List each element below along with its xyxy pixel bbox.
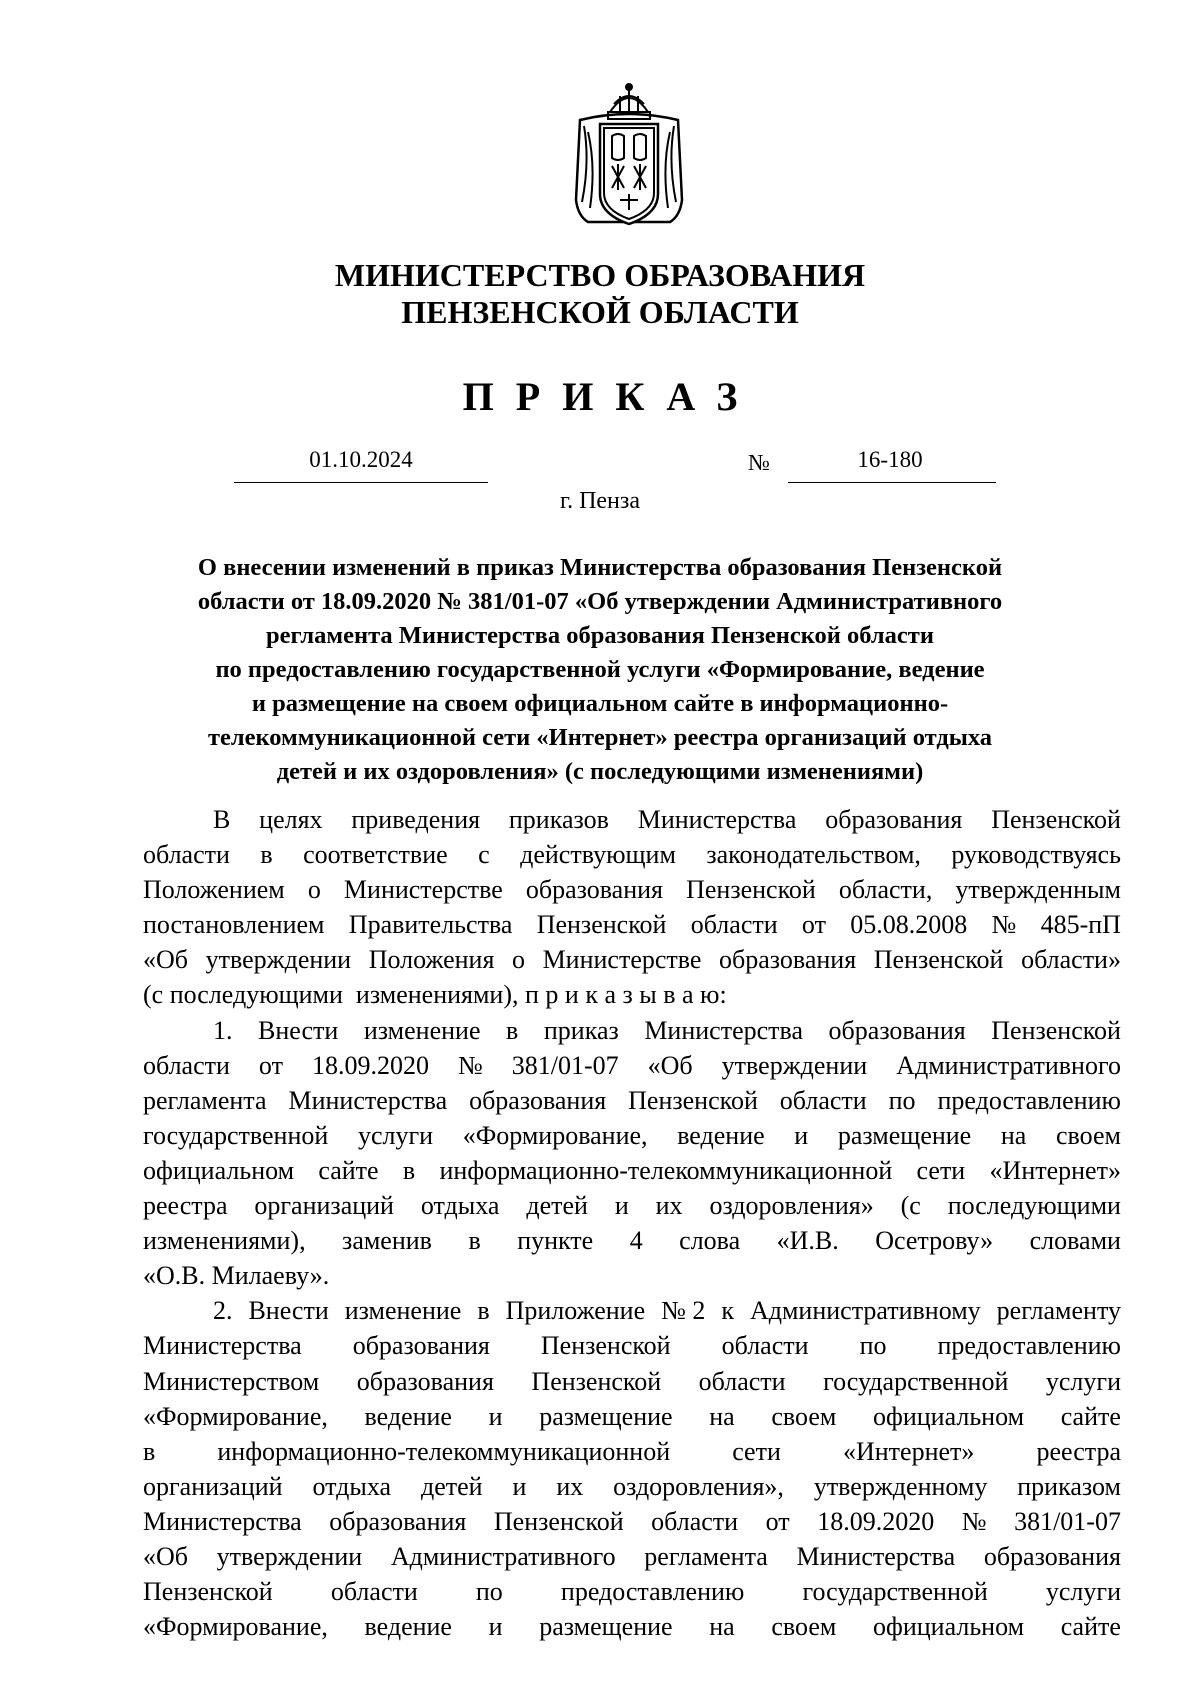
body-word: официальном: [872, 1612, 1025, 1642]
order-date: 01.10.2024: [309, 447, 413, 472]
ministry-name-line-1: МИНИСТЕРСТВО ОБРАЗОВАНИЯ: [334, 257, 866, 293]
body-word: Пензенской: [493, 1506, 624, 1536]
body-word: Административного: [390, 1541, 616, 1571]
body-word: оздоровления»: [709, 1191, 874, 1221]
body-word: утверждении: [721, 1050, 868, 1080]
body-word: «Об: [143, 1541, 189, 1571]
body-word: № 2: [661, 1296, 706, 1326]
body-line: [143, 802, 1121, 837]
body-word: Приложение: [505, 1296, 646, 1326]
order-title: ПРИКАЗ: [462, 374, 760, 419]
body-line: [143, 1118, 1121, 1153]
body-word: о: [511, 945, 525, 975]
body-word: Внести: [258, 1015, 339, 1045]
heading-line: регламента Министерства образования Пензенской области: [266, 622, 934, 649]
body-word: размещение: [539, 1612, 673, 1642]
body-word: области: [721, 1331, 809, 1361]
body-line: [143, 1188, 1121, 1223]
date-underline: [234, 482, 488, 483]
body-word: Пензенской: [536, 910, 667, 940]
body-word: от: [765, 1506, 790, 1536]
body-word: Министерстве: [542, 945, 702, 975]
body-word: по: [475, 1577, 503, 1607]
body-word: ведение: [364, 1401, 452, 1431]
body-word: Пензенской: [873, 945, 1004, 975]
body-word: «Интернет»: [842, 1436, 975, 1466]
body-word: Административного: [896, 1050, 1121, 1080]
body-word: Министерством: [143, 1366, 320, 1396]
body-word: Министерства: [143, 1506, 302, 1536]
body-line: [143, 1083, 1121, 1118]
body-word: образования: [352, 1331, 490, 1361]
body-word: в: [468, 1226, 481, 1256]
body-word: Административному: [749, 1296, 981, 1326]
body-word: области,: [838, 875, 933, 905]
body-word: образования: [356, 1366, 494, 1396]
body-word: детей: [526, 1191, 588, 1221]
body-word: о: [307, 875, 321, 905]
body-word: государственной: [802, 1577, 988, 1607]
body-word: размещение: [837, 1120, 972, 1150]
body-line: [143, 977, 1121, 1012]
body-word: своем: [771, 1401, 837, 1431]
body-word: области: [698, 1366, 786, 1396]
heading-line: детей и их оздоровления» (с последующими изменениями): [276, 758, 924, 785]
body-word: размещение: [539, 1401, 673, 1431]
body-word: и: [614, 1191, 629, 1221]
body-word: 381/01-07: [1014, 1506, 1121, 1536]
body-word: государственной: [143, 1120, 329, 1150]
body-word: отдыха: [420, 1191, 500, 1221]
body-word: «Об: [143, 945, 189, 975]
body-word: по: [859, 1331, 887, 1361]
body-word: области: [143, 840, 230, 870]
body-word: (с последующими изменениями), п р и к а з ы в а ю:: [143, 980, 727, 1010]
body-word: «Формирование,: [143, 1401, 328, 1431]
body-line: [143, 1539, 1121, 1574]
body-word: Министерства: [288, 1085, 448, 1115]
body-line: [143, 1293, 1121, 1328]
body-word: регламенту: [996, 1296, 1121, 1326]
heading-line: и размещение на своем официальном сайте в информационно-: [251, 690, 949, 717]
body-word: утвержденным: [955, 875, 1121, 905]
body-word: области»: [1021, 945, 1121, 975]
body-word: №: [961, 1506, 987, 1536]
body-word: слова: [679, 1226, 741, 1256]
body-word: пункте: [517, 1226, 594, 1256]
body-word: Пензенской: [991, 805, 1121, 834]
body-word: области: [690, 910, 778, 940]
body-word: от: [258, 1050, 283, 1080]
body-word: и: [794, 1120, 809, 1150]
body-word: регламента: [644, 1541, 768, 1571]
body-word: образования: [329, 1506, 467, 1536]
body-word: организаций: [254, 1191, 394, 1221]
body-word: 05.08.2008: [850, 910, 968, 940]
heading-line: О внесении изменений в приказ Министерства образования Пензенской: [197, 554, 1003, 581]
body-word: постановлением: [143, 910, 325, 940]
body-word: Министерства: [644, 1015, 803, 1045]
body-line: [143, 942, 1121, 977]
body-word: «Формирование,: [462, 1120, 648, 1150]
body-word: «Об: [647, 1050, 693, 1080]
body-word: образования: [825, 805, 963, 834]
body-line: [143, 872, 1121, 907]
body-line: [143, 1223, 1121, 1258]
body-word: руководствуясь: [951, 840, 1121, 870]
body-word: «Формирование,: [143, 1612, 328, 1642]
body-word: области: [143, 1050, 230, 1080]
body-word: официальном: [143, 1155, 295, 1185]
body-word: Правительства: [348, 910, 513, 940]
body-line: [143, 1328, 1121, 1363]
body-word: на: [709, 1401, 735, 1431]
body-word: 1.: [213, 1015, 233, 1045]
body-word: соответствие: [303, 840, 448, 870]
heading-line: области от 18.09.2020 № 381/01-07 «Об утверждении Административного: [197, 588, 1003, 615]
body-word: реестра: [143, 1191, 228, 1221]
body-word: изменение: [344, 1296, 462, 1326]
body-word: оздоровления»,: [613, 1471, 784, 1501]
body-word: предоставлению: [560, 1577, 745, 1607]
body-word: целях: [259, 805, 323, 834]
body-word: услуги: [357, 1120, 434, 1150]
body-line: [143, 1013, 1121, 1048]
body-word: в: [402, 1155, 416, 1185]
body-line: [143, 1504, 1121, 1539]
number-underline: [788, 482, 996, 483]
body-line: [143, 1469, 1121, 1504]
body-word: и: [512, 1471, 527, 1501]
body-word: словами: [1029, 1226, 1121, 1256]
body-word: их: [655, 1191, 683, 1221]
body-word: предоставлению: [937, 1085, 1121, 1115]
body-word: Министерства: [637, 805, 797, 834]
body-word: сайте: [1060, 1401, 1121, 1431]
body-line: [143, 1609, 1121, 1644]
body-word: по: [888, 1085, 916, 1115]
body-word: образования: [719, 945, 857, 975]
body-word: 18.09.2020: [311, 1050, 429, 1080]
body-word: действующим: [520, 840, 676, 870]
body-word: изменениями),: [143, 1226, 306, 1256]
body-line: [143, 1258, 1121, 1293]
body-word: утверждении: [216, 1541, 363, 1571]
body-word: Пензенской: [991, 1015, 1121, 1045]
body-word: их: [556, 1471, 584, 1501]
body-word: образования: [525, 875, 664, 905]
number-sign: №: [748, 450, 770, 475]
body-word: в: [143, 1436, 156, 1466]
body-word: приведения: [351, 805, 481, 834]
body-word: В: [213, 805, 231, 834]
body-word: Пензенской: [540, 1331, 671, 1361]
body-word: реестра: [1036, 1436, 1121, 1466]
body-word: приказов: [508, 805, 609, 834]
body-word: приказом: [1017, 1471, 1121, 1501]
body-word: «О.В. Милаеву».: [143, 1261, 330, 1291]
body-word: и: [488, 1401, 503, 1431]
body-word: 2.: [213, 1296, 233, 1326]
body-word: услуги: [1045, 1366, 1121, 1396]
body-word: ведение: [364, 1612, 452, 1642]
body-word: Положением: [143, 875, 285, 905]
order-body: [143, 802, 1121, 1644]
body-word: образования: [828, 1015, 966, 1045]
body-word: сайте: [1060, 1612, 1121, 1642]
body-word: Министерства: [796, 1541, 956, 1571]
body-word: изменение: [363, 1015, 481, 1045]
body-word: области: [330, 1577, 418, 1607]
body-word: Пензенской: [143, 1577, 273, 1607]
body-word: №: [457, 1050, 483, 1080]
body-word: заменив: [342, 1226, 432, 1256]
body-word: законодательством,: [706, 840, 921, 870]
body-word: регламента: [143, 1085, 267, 1115]
body-word: в: [477, 1296, 490, 1326]
heading-line: телекоммуникационной сети «Интернет» реестра организаций отдыха: [207, 724, 993, 751]
body-word: утвержденному: [813, 1471, 988, 1501]
body-word: сайте: [318, 1155, 379, 1185]
body-word: 485-пП: [1040, 910, 1121, 940]
body-word: образования: [469, 1085, 607, 1115]
body-word: детей: [420, 1471, 483, 1501]
body-word: государственной: [823, 1366, 1009, 1396]
body-word: и: [488, 1612, 503, 1642]
body-line: [143, 837, 1121, 872]
order-number: 16-180: [857, 447, 923, 472]
body-word: Внести: [248, 1296, 329, 1326]
body-word: от: [801, 910, 826, 940]
ministry-name: [0, 257, 1200, 331]
body-word: организаций: [143, 1471, 283, 1501]
body-line: [143, 1153, 1121, 1188]
body-line: [143, 1048, 1121, 1083]
body-word: «Интернет»: [989, 1155, 1121, 1185]
city: г. Пенза: [559, 488, 641, 514]
body-word: информационно-телекоммуникационной: [217, 1436, 671, 1466]
order-heading: [150, 551, 1050, 789]
body-word: Пензенской: [531, 1366, 662, 1396]
body-word: утверждении: [205, 945, 352, 975]
body-word: Пензенской: [686, 875, 816, 905]
body-word: сети: [732, 1436, 781, 1466]
body-word: Осетрову»: [875, 1226, 994, 1256]
body-word: Министерстве: [343, 875, 503, 905]
body-word: на: [1000, 1120, 1027, 1150]
body-word: (с: [900, 1191, 921, 1221]
body-word: в: [260, 840, 273, 870]
heading-line: по предоставлению государственной услуги «Формирование, ведение: [215, 656, 985, 683]
body-word: приказ: [543, 1015, 619, 1045]
body-word: с: [478, 840, 490, 870]
body-word: образования: [983, 1541, 1121, 1571]
body-word: ведение: [677, 1120, 765, 1150]
body-word: области: [779, 1085, 867, 1115]
body-word: официальном: [872, 1401, 1025, 1431]
body-word: на: [709, 1612, 735, 1642]
body-word: в: [506, 1015, 519, 1045]
coat-of-arms-emblem: [570, 82, 688, 232]
body-line: [143, 1399, 1121, 1434]
body-word: отдыха: [312, 1471, 392, 1501]
body-word: сети: [916, 1155, 966, 1185]
body-line: [143, 1574, 1121, 1609]
body-word: 4: [629, 1226, 643, 1256]
body-word: 18.09.2020: [817, 1506, 935, 1536]
body-word: Положения: [368, 945, 495, 975]
body-word: области: [651, 1506, 739, 1536]
body-word: «И.В.: [776, 1226, 839, 1256]
body-word: услуги: [1045, 1577, 1121, 1607]
ministry-name-line-2: ПЕНЗЕНСКОЙ ОБЛАСТИ: [401, 294, 799, 330]
body-word: 381/01-07: [511, 1050, 619, 1080]
body-word: последующими: [947, 1191, 1121, 1221]
body-word: №: [991, 910, 1017, 940]
body-word: своем: [1055, 1120, 1121, 1150]
body-line: [143, 1434, 1121, 1469]
body-word: Пензенской: [628, 1085, 758, 1115]
body-word: предоставлению: [937, 1331, 1121, 1361]
body-word: к: [721, 1296, 734, 1326]
body-line: [143, 907, 1121, 942]
body-word: Министерства: [143, 1331, 302, 1361]
body-word: информационно-телекоммуникационной: [439, 1155, 893, 1185]
body-line: [143, 1364, 1121, 1399]
body-word: своем: [771, 1612, 837, 1642]
